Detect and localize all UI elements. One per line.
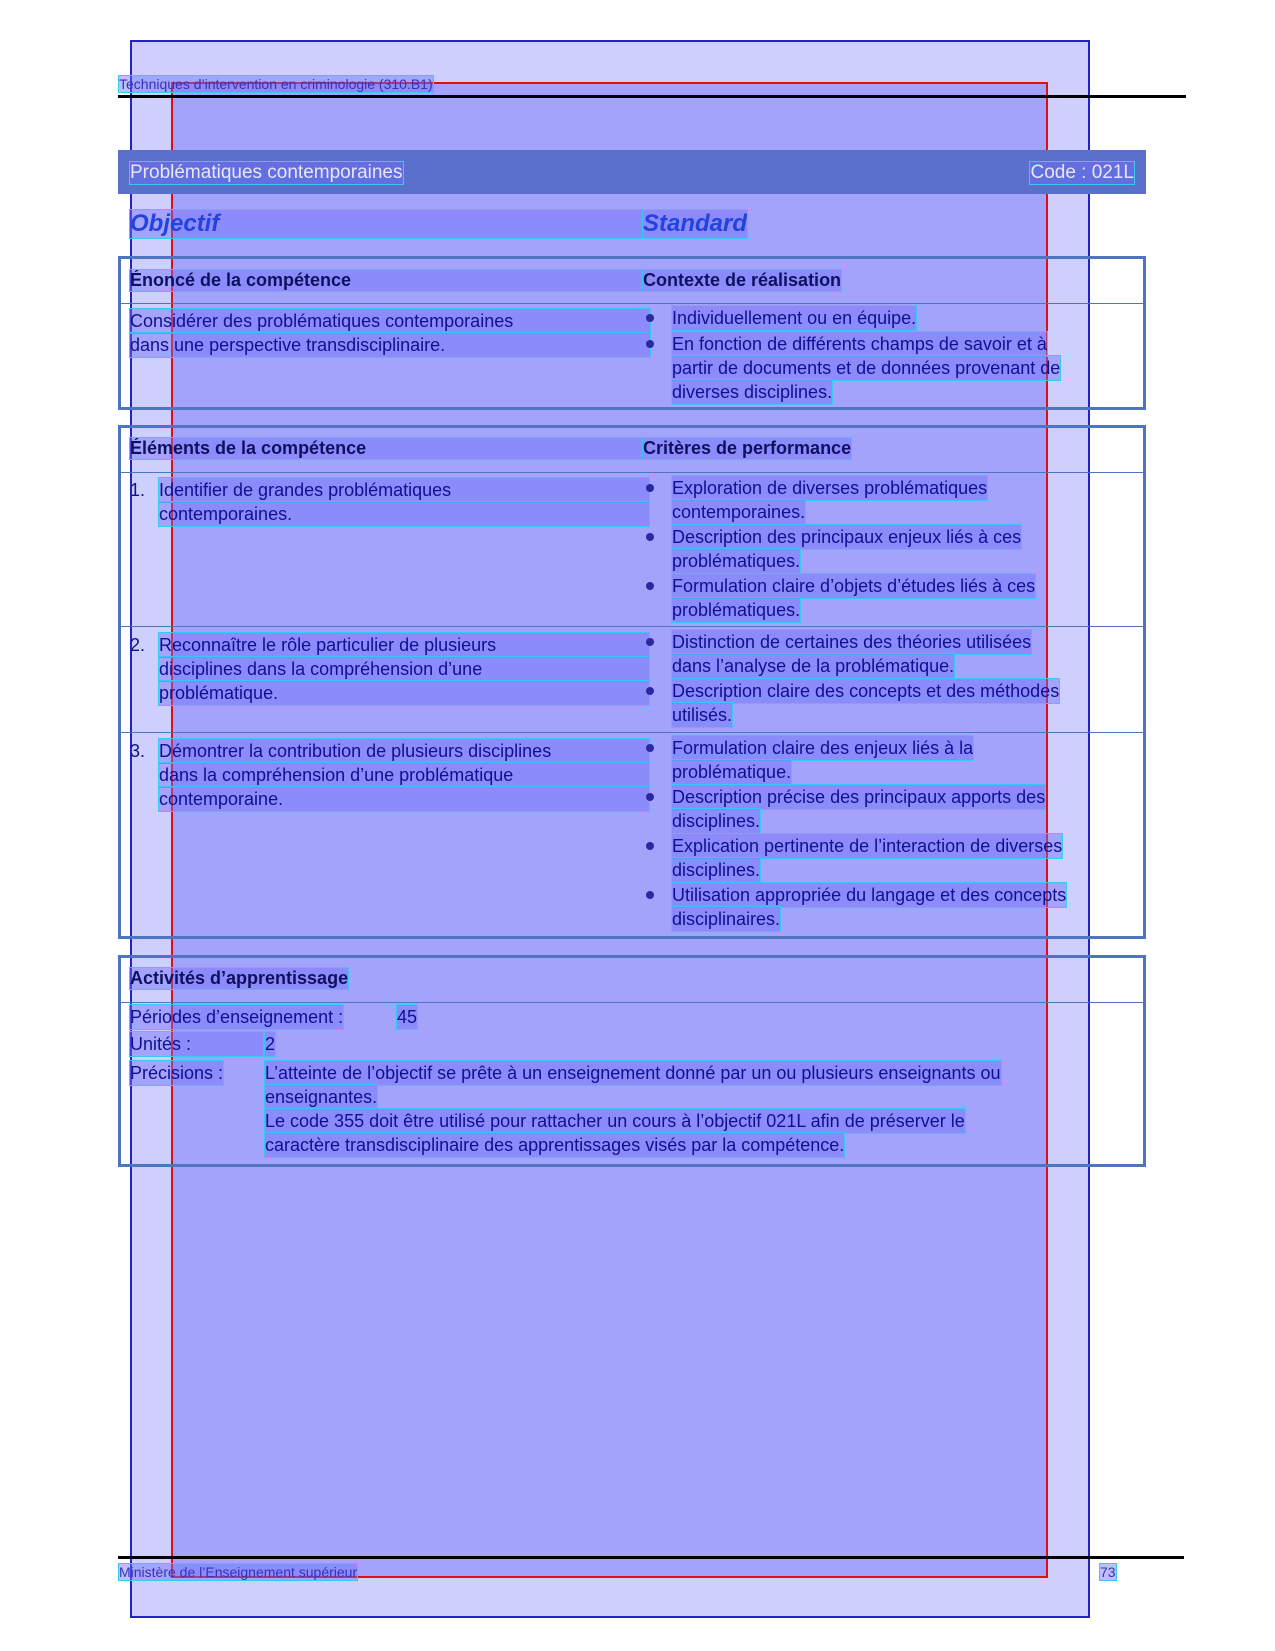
element-line: dans la compréhension d’une problématique bbox=[159, 763, 649, 787]
precisions-line: enseignantes. bbox=[265, 1087, 378, 1107]
page-title: Problématiques contemporaines bbox=[130, 162, 403, 183]
contexte-item: En fonction de différents champs de savoir et à bbox=[672, 334, 1047, 354]
critere-item: Formulation claire d’objets d’études liés à ces bbox=[672, 576, 1036, 596]
header-program: Techniques d’intervention en criminologie (310.B1) bbox=[119, 76, 433, 92]
element-line: contemporaines. bbox=[159, 502, 649, 526]
element-number: 1. bbox=[130, 480, 146, 500]
element-line: Reconnaître le rôle particulier de plusieurs bbox=[159, 633, 649, 657]
critere-item-cont: disciplines. bbox=[672, 811, 761, 831]
elements-heading: Éléments de la compétence bbox=[130, 438, 642, 459]
enonce-line: Considérer des problématiques contemporaines bbox=[130, 309, 650, 333]
critere-item: Explication pertinente de l’interaction de diverses bbox=[672, 836, 1063, 856]
critere-item-cont: disciplines. bbox=[672, 860, 761, 880]
objective-code: Code : 021L bbox=[1030, 162, 1134, 183]
element-number: 2. bbox=[130, 635, 146, 655]
element-number: 3. bbox=[130, 741, 146, 761]
critere-item-cont: contemporaines. bbox=[672, 502, 806, 522]
critere-item: Utilisation appropriée du langage et des concepts bbox=[672, 885, 1067, 905]
criteres-heading: Critères de performance bbox=[643, 438, 852, 458]
element-line: problématique. bbox=[159, 681, 649, 705]
contexte-heading: Contexte de réalisation bbox=[643, 270, 842, 290]
element-line: contemporaine. bbox=[159, 787, 649, 811]
header-rule bbox=[118, 95, 1186, 98]
page-number: 73 bbox=[1100, 1564, 1116, 1580]
critere-item-cont: problématiques. bbox=[672, 551, 801, 571]
element-line: Identifier de grandes problématiques bbox=[159, 478, 649, 502]
critere-item-cont: dans l’analyse de la problématique. bbox=[672, 656, 955, 676]
enonce-heading: Énoncé de la compétence bbox=[130, 270, 642, 291]
footer-rule bbox=[118, 1556, 1184, 1559]
critere-item: Formulation claire des enjeux liés à la bbox=[672, 738, 974, 758]
precisions-line: caractère transdisciplinaire des apprentissages visés par la compétence. bbox=[265, 1135, 845, 1155]
critere-item-cont: disciplinaires. bbox=[672, 909, 781, 929]
periodes-value: 45 bbox=[397, 1007, 418, 1027]
critere-item: Description claire des concepts et des méthodes bbox=[672, 681, 1060, 701]
contexte-item-cont: partir de documents et de données provenant de bbox=[672, 358, 1061, 378]
critere-item-cont: utilisés. bbox=[672, 705, 733, 725]
row-separator bbox=[121, 732, 1143, 733]
critere-item: Distinction de certaines des théories utilisées bbox=[672, 632, 1032, 652]
critere-item: Description des principaux enjeux liés à ces bbox=[672, 527, 1022, 547]
critere-item: Description précise des principaux apports des bbox=[672, 787, 1046, 807]
element-line: disciplines dans la compréhension d’une bbox=[159, 657, 649, 681]
standard-label: Standard bbox=[643, 210, 748, 237]
critere-item-cont: problématiques. bbox=[672, 600, 801, 620]
precisions-label: Précisions : bbox=[130, 1063, 224, 1083]
precisions-line: Le code 355 doit être utilisé pour rattacher un cours à l’objectif 021L afin de préserver le bbox=[265, 1111, 965, 1131]
row-separator bbox=[121, 626, 1143, 627]
contexte-item: Individuellement ou en équipe. bbox=[672, 308, 917, 328]
unites-label: Unités : bbox=[130, 1032, 263, 1056]
precisions-line: L’atteinte de l’objectif se prête à un enseignement donné par un ou plusieurs enseignants ou bbox=[265, 1063, 1001, 1083]
unites-value: 2 bbox=[265, 1034, 276, 1054]
activites-heading: Activités d’apprentissage bbox=[130, 968, 349, 988]
enonce-line: dans une perspective transdisciplinaire. bbox=[130, 333, 650, 357]
critere-item-cont: problématique. bbox=[672, 762, 792, 782]
title-bar bbox=[118, 150, 1146, 194]
element-line: Démontrer la contribution de plusieurs disciplines bbox=[159, 739, 649, 763]
critere-item: Exploration de diverses problématiques bbox=[672, 478, 988, 498]
footer-ministry: Ministère de l’Enseignement supérieur bbox=[119, 1564, 358, 1580]
contexte-item-cont: diverses disciplines. bbox=[672, 382, 833, 402]
objective-label: Objectif bbox=[130, 210, 642, 238]
periodes-label: Périodes d’enseignement : bbox=[130, 1007, 344, 1027]
